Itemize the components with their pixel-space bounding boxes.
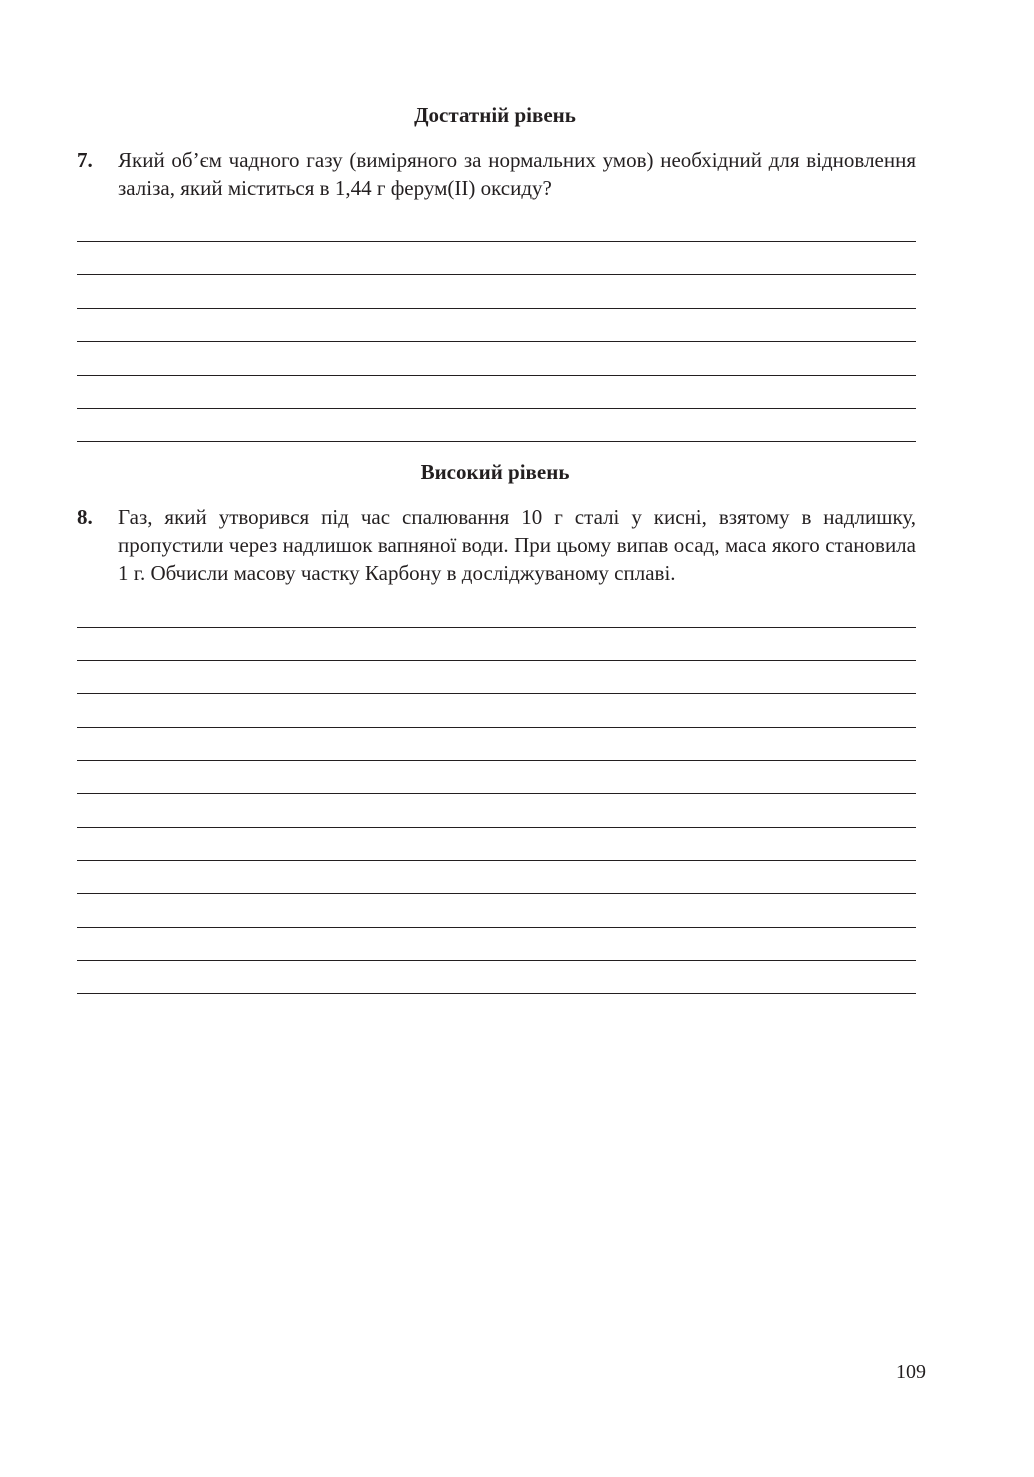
answer-line — [77, 893, 916, 894]
answer-line — [77, 693, 916, 694]
answer-line — [77, 993, 916, 994]
task-7 — [77, 146, 916, 202]
answer-line — [77, 927, 916, 928]
section-heading-sufficient-level: Достатній рівень — [414, 103, 576, 127]
answer-line — [77, 308, 916, 309]
answer-line — [77, 241, 916, 242]
answer-line — [77, 760, 916, 761]
task-8-number: 8. — [77, 505, 93, 529]
answer-line — [77, 408, 916, 409]
page-number: 109 — [896, 1361, 926, 1383]
answer-line — [77, 341, 916, 342]
answer-line — [77, 960, 916, 961]
answer-line — [77, 660, 916, 661]
answer-line — [77, 627, 916, 628]
task-8-text: Газ, який утворився під час спалювання 10 г сталі у кисні, взятому в надлишку, пропустили через надлишок вапняної води. При цьому випав осад, маса якого становила 1 г. Обчисли масову частку Карбону в досліджуваному сплаві. — [118, 505, 916, 585]
answer-line — [77, 274, 916, 275]
answer-line — [77, 375, 916, 376]
answer-line — [77, 727, 916, 728]
answer-line — [77, 827, 916, 828]
answer-line — [77, 793, 916, 794]
task-8 — [77, 503, 916, 587]
answer-line — [77, 441, 916, 442]
task-7-text: Який об’єм чадного газу (виміряного за нормальних умов) необхідний для відновлення заліза, який міститься в 1,44 г ферум(II) оксиду? — [118, 148, 916, 200]
answer-line — [77, 860, 916, 861]
task-7-number: 7. — [77, 148, 93, 172]
section-heading-high-level: Високий рівень — [420, 460, 570, 484]
